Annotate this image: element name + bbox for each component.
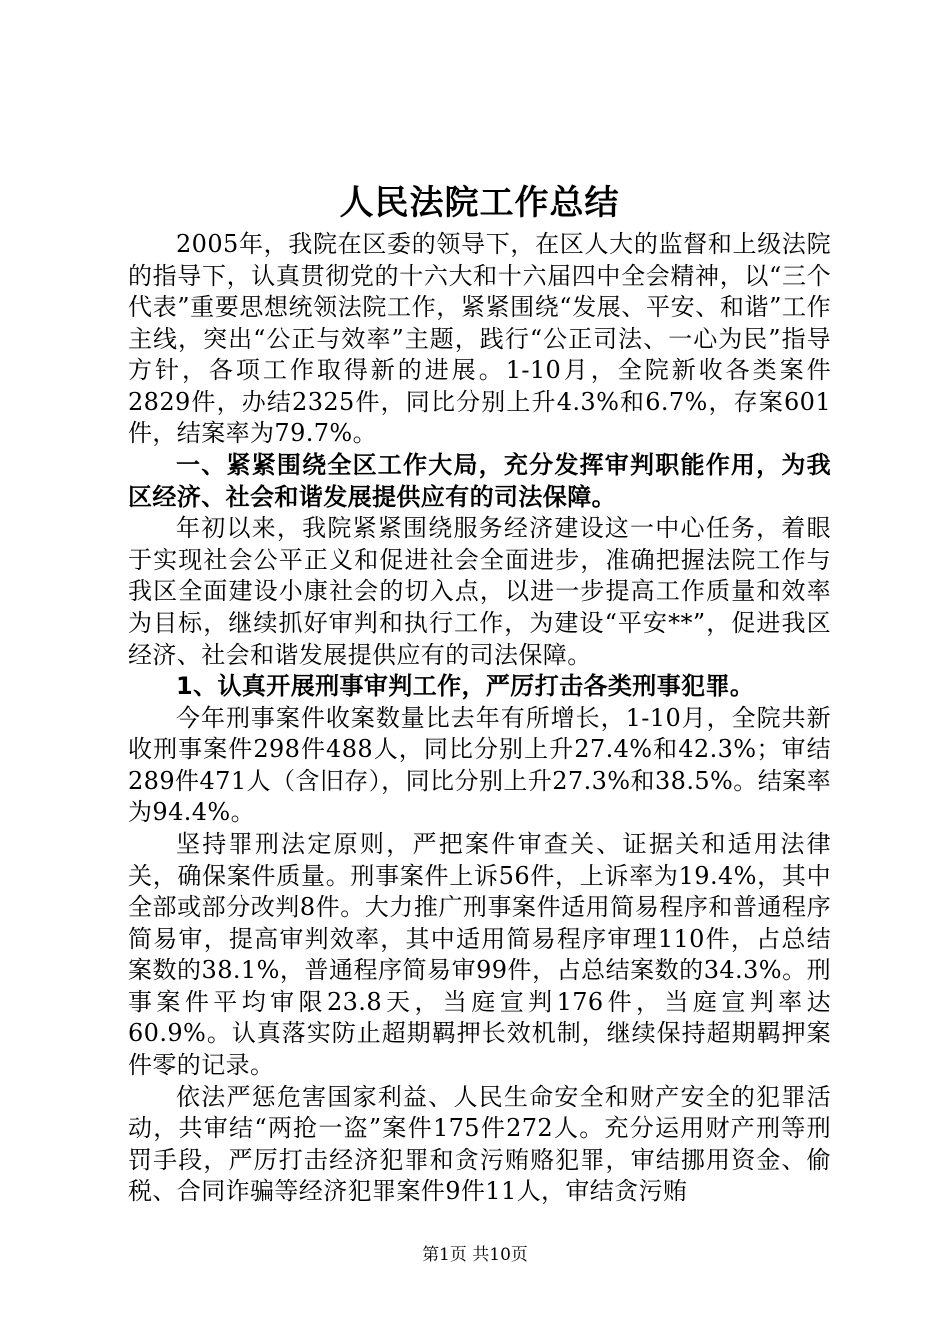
body-paragraph: 年初以来，我院紧紧围绕服务经济建设这一中心任务，着眼于实现社会公平正义和促进社会全面进步，准确把握法院工作与我区全面建设小康社会的切入点，以进一步提高工作质量和效率为目标，继续抓好审判和执行工作，为建设“平安**”，促进我区经济、社会和谐发展提供应有的司法保障。: [128, 514, 831, 669]
document-blocks: [128, 229, 831, 1208]
body-paragraph: 依法严惩危害国家利益、人民生命安全和财产安全的犯罪活动，共审结“两抢一盗”案件175件272人。充分运用财产刑等刑罚手段，严厉打击经济犯罪和贪污贿赂犯罪，审结挪用资金、偷税、合同诈骗等经济犯罪案件9件11人，审结贪污贿: [128, 1082, 831, 1206]
body-paragraph: 今年刑事案件收案数量比去年有所增长，1-10月，全院共新收刑事案件298件488人，同比分别上升27.4%和42.3%；审结289件471人（含旧存），同比分别上升27.3%和38.5%。结案率为94.4%。: [128, 703, 831, 827]
document-body: [128, 183, 831, 1208]
body-paragraph: 坚持罪刑法定原则，严把案件审查关、证据关和适用法律关，确保案件质量。刑事案件上诉56件，上诉率为19.4%，其中全部或部分改判8件。大力推广刑事案件适用简易程序和普通程序简易审，提高审判效率，其中适用简易程序审理110件，占总结案数的38.1%，普通程序简易审99件，占总结案数的34.3%。刑事案件平均审限23.8天，当庭宣判176件，当庭宣判率达60.9%。认真落实防止超期羁押长效机制，继续保持超期羁押案件零的记录。: [128, 829, 831, 1080]
section-heading: 一、紧紧围绕全区工作大局，充分发挥审判职能作用，为我区经济、社会和谐发展提供应有的司法保障。: [128, 451, 831, 511]
section-heading: 1、认真开展刑事审判工作，严厉打击各类刑事犯罪。: [176, 672, 755, 701]
body-paragraph: 2005年，我院在区委的领导下，在区人大的监督和上级法院的指导下，认真贯彻党的十六大和十六届四中全会精神，以“三个代表”重要思想统领法院工作，紧紧围绕“发展、平安、和谐”工作主线，突出“公正与效率”主题，践行“公正司法、一心为民”指导方针，各项工作取得新的进展。1-10月，全院新收各类案件2829件，办结2325件，同比分别上升4.3%和6.7%，存案601件，结案率为79.7%。: [128, 230, 831, 448]
page-footer: 第1页 共10页: [422, 1245, 528, 1265]
document-title: 人民法院工作总结: [339, 183, 620, 223]
